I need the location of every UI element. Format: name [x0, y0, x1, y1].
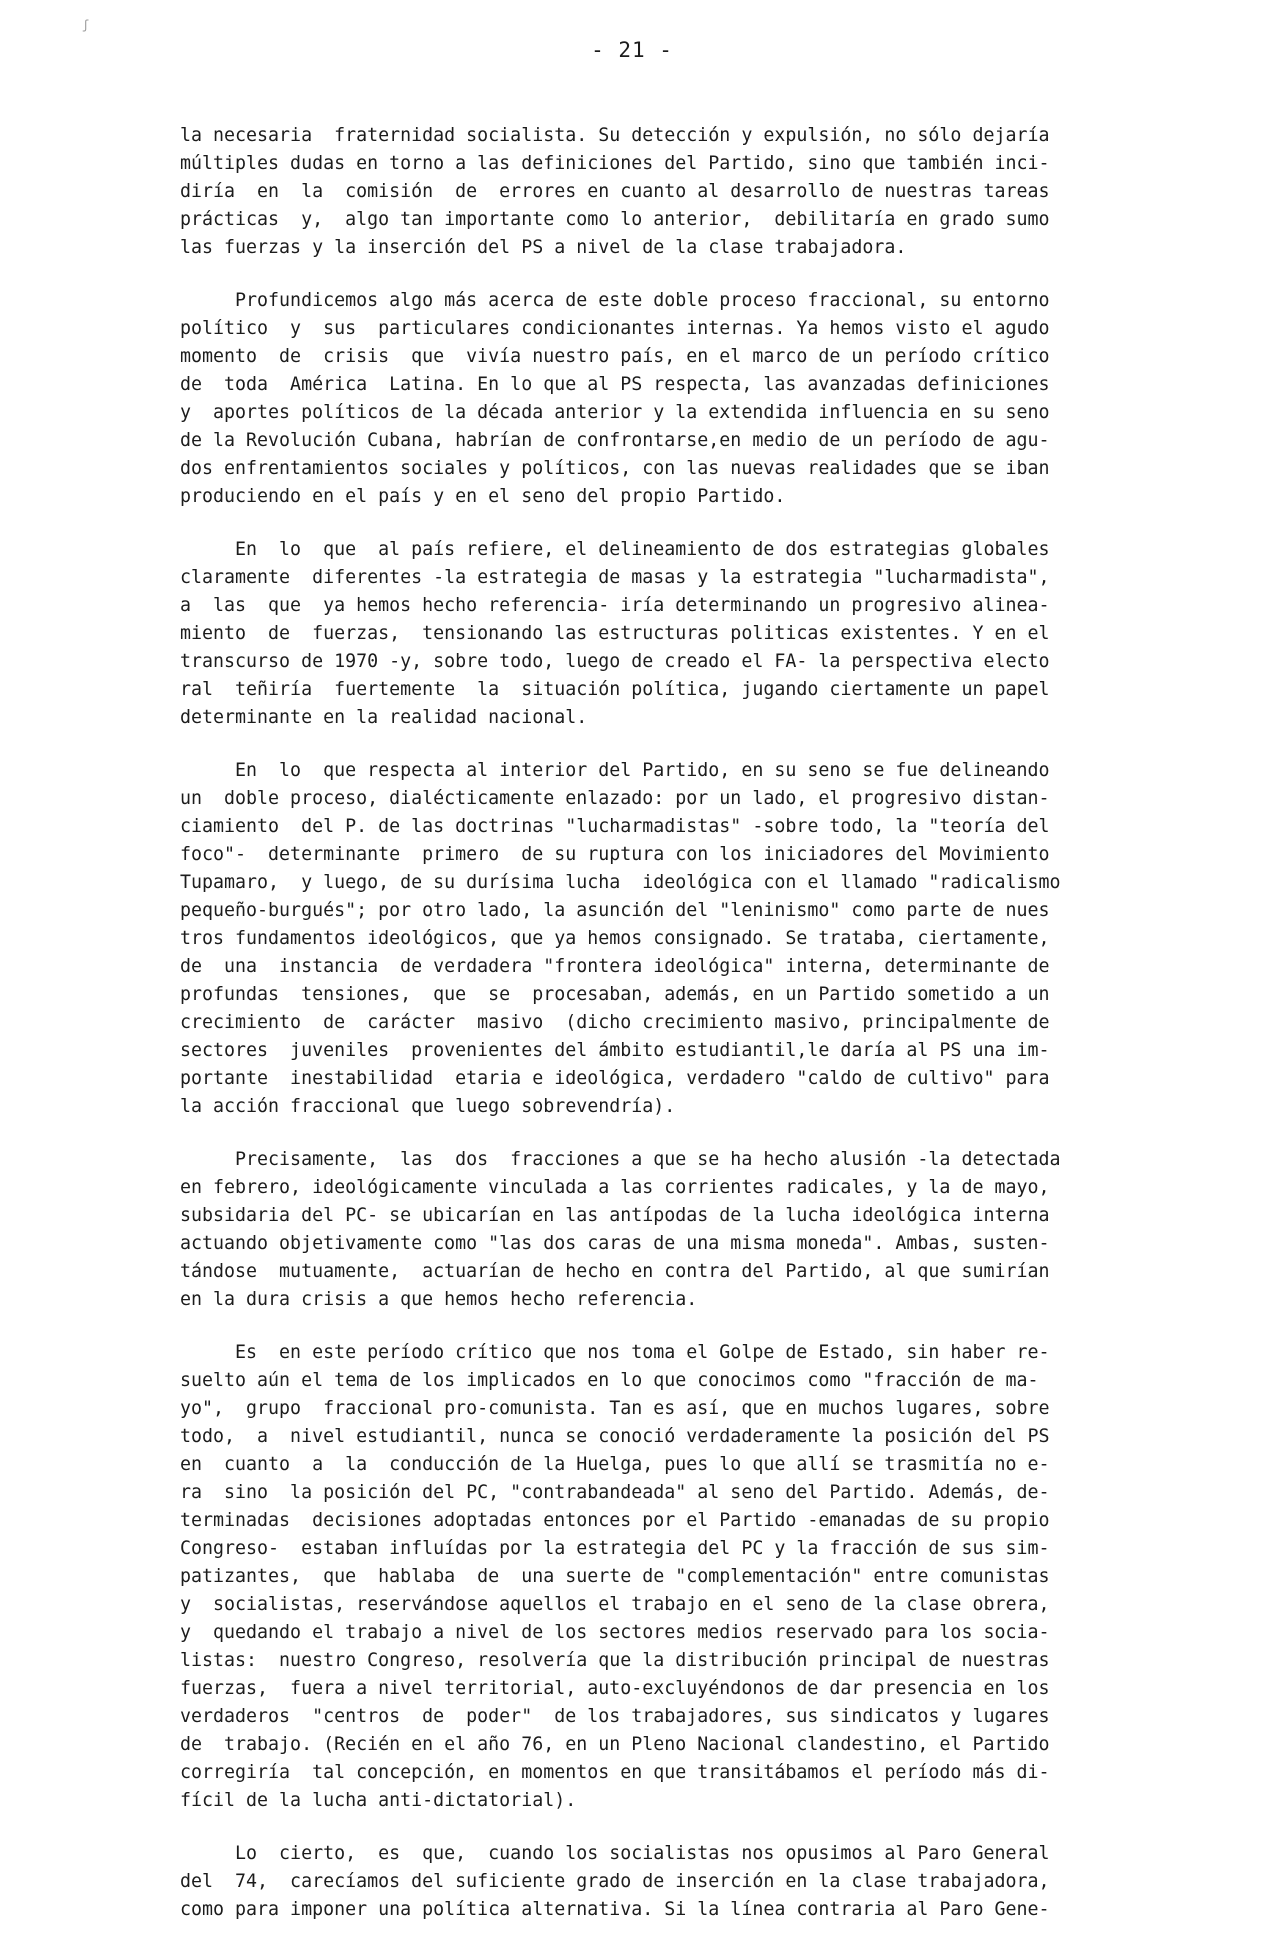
- text-line: portante inestabilidad etaria e ideológica, verdadero "caldo de cultivo" para: [180, 1068, 1050, 1089]
- text-line: múltiples dudas en torno a las definiciones del Partido, sino que también inci-: [180, 153, 1050, 174]
- paragraph: [180, 1146, 1105, 1314]
- text-line: terminadas decisiones adoptadas entonces por el Partido -emanadas de su propio: [180, 1510, 1050, 1531]
- paragraph: [180, 757, 1105, 1121]
- text-line: en la dura crisis a que hemos hecho referencia.: [180, 1289, 698, 1310]
- text-line: Profundicemos algo más acerca de este doble proceso fraccional, su entorno: [180, 290, 1050, 311]
- text-line: Lo cierto, es que, cuando los socialistas nos opusimos al Paro General: [180, 1843, 1050, 1864]
- text-line: diría en la comisión de errores en cuanto al desarrollo de nuestras tareas: [180, 181, 1050, 202]
- text-line: fuerzas, fuera a nivel territorial, auto-excluyéndonos de dar presencia en los: [180, 1678, 1050, 1699]
- text-line: en cuanto a la conducción de la Huelga, pues lo que allí se trasmitía no e-: [180, 1454, 1050, 1475]
- text-line: prácticas y, algo tan importante como lo anterior, debilitaría en grado sumo: [180, 209, 1050, 230]
- text-line: verdaderos "centros de poder" de los trabajadores, sus sindicatos y lugares: [180, 1706, 1050, 1727]
- text-line: de una instancia de verdadera "frontera ideológica" interna, determinante de: [180, 956, 1050, 977]
- text-line: un doble proceso, dialécticamente enlazado: por un lado, el progresivo distan-: [180, 788, 1050, 809]
- text-line: listas: nuestro Congreso, resolvería que la distribución principal de nuestras: [180, 1650, 1050, 1671]
- text-line: fícil de la lucha anti-dictatorial).: [180, 1790, 577, 1811]
- text-line: patizantes, que hablaba de una suerte de "complementación" entre comunistas: [180, 1566, 1050, 1587]
- paragraph: [180, 536, 1105, 732]
- text-line: a las que ya hemos hecho referencia- iría determinando un progresivo alinea-: [180, 595, 1050, 616]
- text-line: las fuerzas y la inserción del PS a nivel de la clase trabajadora.: [180, 237, 907, 258]
- text-line: En lo que al país refiere, el delineamiento de dos estrategias globales: [180, 539, 1050, 560]
- text-line: de toda América Latina. En lo que al PS respecta, las avanzadas definiciones: [180, 374, 1050, 395]
- text-line: crecimiento de carácter masivo (dicho crecimiento masivo, principalmente de: [180, 1012, 1050, 1033]
- text-line: transcurso de 1970 -y, sobre todo, luego de creado el FA- la perspectiva electo: [180, 651, 1050, 672]
- text-line: y quedando el trabajo a nivel de los sectores medios reservado para los socia-: [180, 1622, 1050, 1643]
- text-line: yo", grupo fraccional pro-comunista. Tan es así, que en muchos lugares, sobre: [180, 1398, 1050, 1419]
- page-number: - 21 -: [591, 38, 673, 62]
- text-line: miento de fuerzas, tensionando las estructuras politicas existentes. Y en el: [180, 623, 1050, 644]
- text-line: la acción fraccional que luego sobrevendría).: [180, 1096, 676, 1117]
- text-line: Tupamaro, y luego, de su durísima lucha ideológica con el llamado "radicalismo: [180, 872, 1061, 893]
- text-line: foco"- determinante primero de su ruptura con los iniciadores del Movimiento: [180, 844, 1050, 865]
- text-line: y aportes políticos de la década anterior y la extendida influencia en su seno: [180, 402, 1050, 423]
- text-line: profundas tensiones, que se procesaban, además, en un Partido sometido a un: [180, 984, 1050, 1005]
- text-line: produciendo en el país y en el seno del propio Partido.: [180, 486, 786, 507]
- text-line: determinante en la realidad nacional.: [180, 707, 588, 728]
- text-line: claramente diferentes -la estrategia de masas y la estrategia "lucharmadista",: [180, 567, 1050, 588]
- text-line: tándose mutuamente, actuarían de hecho en contra del Partido, al que sumirían: [180, 1261, 1050, 1282]
- text-line: corregiría tal concepción, en momentos en que transitábamos el período más di-: [180, 1762, 1050, 1783]
- paragraph: [180, 1339, 1105, 1815]
- text-line: Es en este período crítico que nos toma el Golpe de Estado, sin haber re-: [180, 1342, 1050, 1363]
- corner-mark: ʃ: [82, 18, 90, 32]
- text-line: pequeño-burgués"; por otro lado, la asunción del "leninismo" como parte de nues: [180, 900, 1050, 921]
- text-line: tros fundamentos ideológicos, que ya hemos consignado. Se trataba, ciertamente,: [180, 928, 1050, 949]
- text-line: y socialistas, reservándose aquellos el trabajo en el seno de la clase obrera,: [180, 1594, 1050, 1615]
- text-line: de trabajo. (Recién en el año 76, en un Pleno Nacional clandestino, el Partido: [180, 1734, 1050, 1755]
- text-line: sectores juveniles provenientes del ámbito estudiantil,le daría al PS una im-: [180, 1040, 1050, 1061]
- text-line: del 74, carecíamos del suficiente grado de inserción en la clase trabajadora,: [180, 1871, 1050, 1892]
- text-line: político y sus particulares condicionantes internas. Ya hemos visto el agudo: [180, 318, 1050, 339]
- text-line: suelto aún el tema de los implicados en lo que conocimos como "fracción de ma-: [180, 1370, 1039, 1391]
- text-line: ral teñiría fuertemente la situación política, jugando ciertamente un papel: [180, 679, 1050, 700]
- text-line: momento de crisis que vivía nuestro país, en el marco de un período crítico: [180, 346, 1050, 367]
- text-line: dos enfrentamientos sociales y políticos, con las nuevas realidades que se iban: [180, 458, 1050, 479]
- paragraph: [180, 287, 1105, 511]
- paragraph: [180, 1840, 1105, 1924]
- text-line: la necesaria fraternidad socialista. Su detección y expulsión, no sólo dejaría: [180, 125, 1050, 146]
- text-line: todo, a nivel estudiantil, nunca se conoció verdaderamente la posición del PS: [180, 1426, 1050, 1447]
- text-line: de la Revolución Cubana, habrían de confrontarse,en medio de un período de agu-: [180, 430, 1050, 451]
- text-line: subsidaria del PC- se ubicarían en las antípodas de la lucha ideológica interna: [180, 1205, 1050, 1226]
- text-line: En lo que respecta al interior del Partido, en su seno se fue delineando: [180, 760, 1050, 781]
- text-line: ra sino la posición del PC, "contrabandeada" al seno del Partido. Además, de-: [180, 1482, 1050, 1503]
- text-line: Precisamente, las dos fracciones a que se ha hecho alusión -la detectada: [180, 1149, 1061, 1170]
- text-line: en febrero, ideológicamente vinculada a las corrientes radicales, y la de mayo,: [180, 1177, 1050, 1198]
- body-text: [180, 122, 1105, 1949]
- text-line: Congreso- estaban influídas por la estrategia del PC y la fracción de sus sim-: [180, 1538, 1050, 1559]
- text-line: como para imponer una política alternativa. Si la línea contraria al Paro Gene-: [180, 1899, 1050, 1920]
- paragraph: [180, 122, 1105, 262]
- text-line: actuando objetivamente como "las dos caras de una misma moneda". Ambas, susten-: [180, 1233, 1050, 1254]
- text-line: ciamiento del P. de las doctrinas "lucharmadistas" -sobre todo, la "teoría del: [180, 816, 1050, 837]
